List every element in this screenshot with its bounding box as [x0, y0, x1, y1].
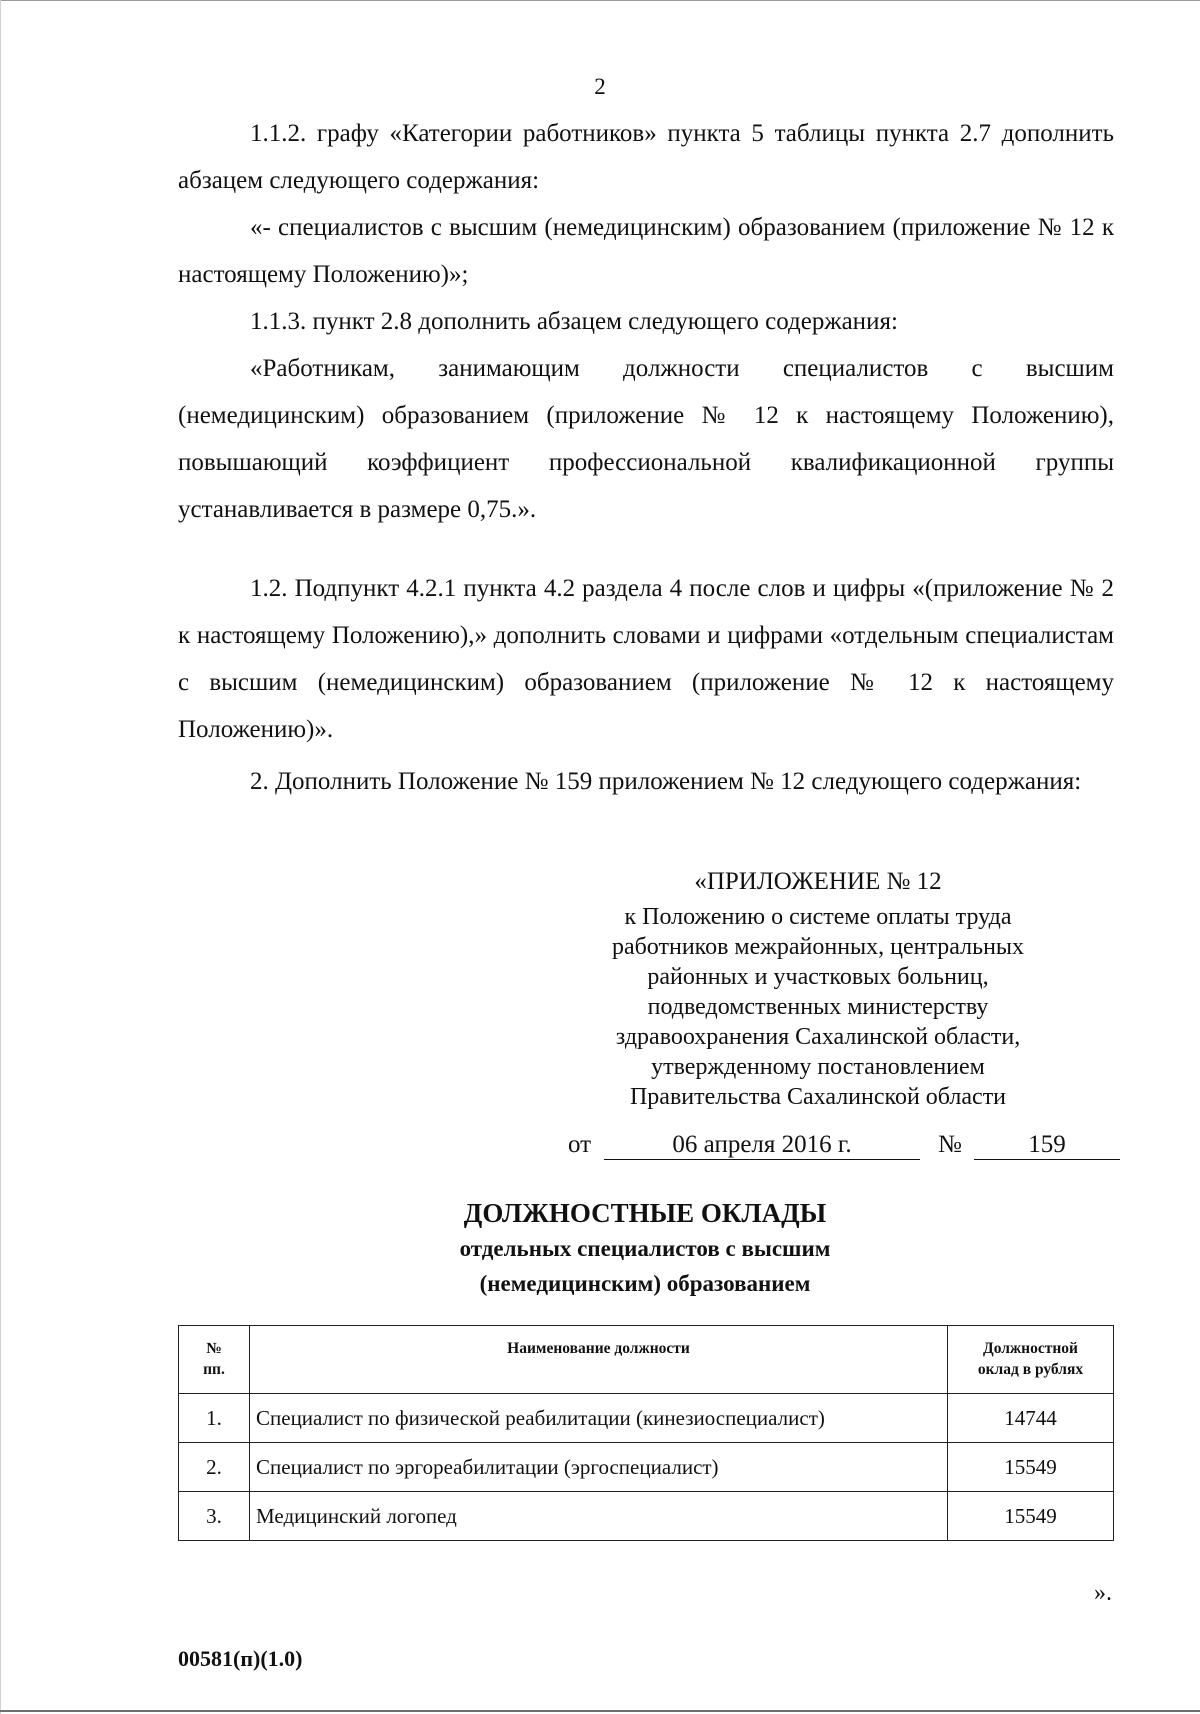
table-header-row — [179, 1326, 1114, 1394]
table-row — [179, 1492, 1114, 1541]
table-row — [179, 1394, 1114, 1443]
resolution-number: 159 — [974, 1131, 1120, 1160]
row-position-name: Специалист по эргореабилитации (эргоспециалист) — [250, 1443, 948, 1492]
table-heading-subtitle-2: (немедицинским) образованием — [479, 1271, 811, 1296]
closing-quote: ». — [1094, 1580, 1112, 1606]
table-heading-title: ДОЛЖНОСТНЫЕ ОКЛАДЫ — [463, 1198, 827, 1228]
approval-date: 06 апреля 2016 г. — [604, 1131, 920, 1160]
row-salary: 15549 — [948, 1443, 1114, 1492]
scan-left-border — [0, 0, 1, 1714]
row-salary: 15549 — [948, 1492, 1114, 1541]
date-prefix: от — [568, 1131, 592, 1158]
paragraph-1-2: 1.2. Подпункт 4.2.1 пункта 4.2 раздела 4 после слов и цифры «(приложение № 2 к настоящему Положению),» дополнить словами и цифрами «отдельным специалистам с высшим (немедицинским) образованием (приложение № 12 к настоящему Положению)». — [178, 575, 1114, 743]
row-number: 2. — [179, 1443, 250, 1492]
appendix-line: работников межрайонных, центральных — [611, 934, 1025, 960]
appendix-line: Правительства Сахалинской области — [629, 1084, 1007, 1110]
paragraph-2: 2. Дополнить Положение № 159 приложением № 12 следующего содержания: — [250, 768, 1082, 795]
paragraph-quote-specialists: «- специалистов с высшим (немедицинским) образованием (приложение № 12 к настоящему Положению)»; — [178, 214, 1114, 288]
appendix-line: подведомственных министерству — [647, 994, 989, 1020]
row-salary: 14744 — [948, 1394, 1114, 1443]
row-number: 3. — [179, 1492, 250, 1541]
appendix-block — [548, 862, 1088, 1112]
row-number: 1. — [179, 1394, 250, 1443]
number-sign: № — [938, 1131, 962, 1158]
appendix-title: «ПРИЛОЖЕНИЕ № 12 — [694, 868, 942, 895]
header-salary-line1: Должностной — [983, 1340, 1078, 1357]
row-position-name: Специалист по физической реабилитации (кинезиоспециалист) — [250, 1394, 948, 1443]
appendix-date-line — [568, 1131, 1128, 1165]
table-row — [179, 1443, 1114, 1492]
header-number-line2: пп. — [203, 1361, 225, 1378]
paragraph-1-1-2: 1.1.2. графу «Категории работников» пункта 5 таблицы пункта 2.7 дополнить абзацем следующего содержания: — [178, 120, 1114, 194]
header-number — [179, 1326, 250, 1394]
header-salary-line2: оклад в рублях — [977, 1361, 1084, 1378]
paragraph-quote-coefficient: «Работникам, занимающим должности специалистов с высшим (немедицинским) образованием (приложение № 12 к настоящему Положению), повышающий коэффициент профессиональной квалификационной группы устанавливается в размере 0,75.». — [178, 355, 1114, 523]
header-salary — [948, 1326, 1114, 1394]
table-heading-subtitle-1: отдельных специалистов с высшим — [459, 1236, 831, 1261]
document-code: 00581(п)(1.0) — [178, 1646, 303, 1671]
appendix-line: районных и участковых больниц, — [647, 964, 989, 990]
salary-table — [178, 1325, 1114, 1541]
paragraph-1-1-3: 1.1.3. пункт 2.8 дополнить абзацем следующего содержания: — [250, 308, 898, 335]
header-position-name: Наименование должности — [250, 1326, 948, 1394]
appendix-line: утвержденному постановлением — [651, 1054, 985, 1080]
appendix-line: здравоохранения Сахалинской области, — [615, 1024, 1021, 1050]
header-number-line1: № — [206, 1340, 222, 1357]
page-number: 2 — [594, 74, 606, 99]
scan-bottom-border — [0, 1710, 1200, 1712]
appendix-line: к Положению о системе оплаты труда — [624, 904, 1012, 930]
scan-top-border — [0, 0, 1200, 1]
row-position-name: Медицинский логопед — [250, 1492, 948, 1541]
